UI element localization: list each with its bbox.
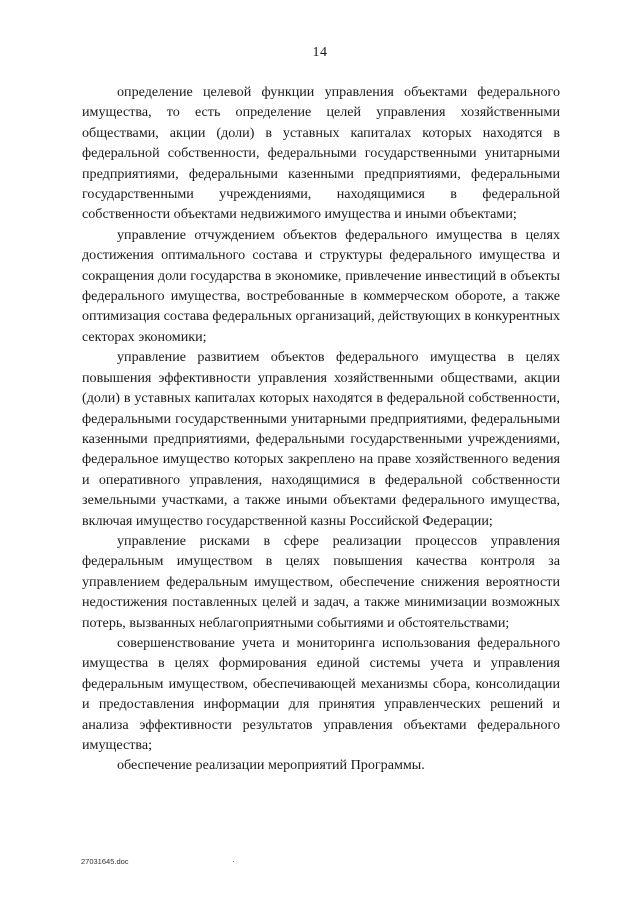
page-number: 14 bbox=[312, 45, 328, 60]
document-body bbox=[82, 82, 560, 776]
paragraph-alienation-management: управление отчуждением объектов федерального имущества в целях достижения оптимального состава и структуры федерального имущества и сокращения доли государства в экономике, привлечение инвестиций в объекты федерального имущества, востребованные в коммерческом обороте, а также оптимизация состава федеральных организаций, действующих в конкурентных секторах экономики; bbox=[82, 226, 560, 345]
paragraph-target-function: определение целевой функции управления объектами федерального имущества, то есть определение целей управления хозяйственными обществами, акции (доли) в уставных капиталах которых находятся в федеральной собственности, федеральными государственными унитарными предприятиями, федеральными казенными предприятиями, федеральными государственными учреждениями, находящимися в федеральной собственности объектами недвижимого имущества и иными объектами; bbox=[82, 84, 560, 223]
footer-file-code: 27031645.doc bbox=[81, 857, 129, 866]
paragraph-accounting-monitoring: совершенствование учета и мониторинга использования федерального имущества в целях формирования единой системы учета и управления федеральным имуществом, обеспечивающей механизмы сбора, консолидации и предоставления информации для принятия управленческих решений и анализа эффективности результатов управления объектами федерального имущества; bbox=[82, 634, 560, 753]
paragraph-development-management: управление развитием объектов федерального имущества в целях повышения эффективности управления хозяйственными обществами, акции (доли) в уставных капиталах которых находятся в федеральной собственности, федеральными государственными унитарными предприятиями, федеральными казенными предприятиями, федеральными государственными учреждениями, федеральное имущество которых закреплено на праве хозяйственного ведения и оперативного управления, находящимися в федеральной собственности земельными участками, а также иными объектами федерального имущества, включая имущество государственной казны Российской Федерации; bbox=[82, 349, 560, 529]
scan-speck bbox=[233, 861, 234, 862]
paragraph-risk-management: управление рисками в сфере реализации процессов управления федеральным имуществом в целях повышения качества контроля за управлением федеральным имуществом, обеспечение снижения вероятности недостижения поставленных целей и задач, а также минимизации возможных потерь, вызванных неблагоприятными событиями и обстоятельствами; bbox=[82, 532, 560, 631]
paragraph-program-implementation: обеспечение реализации мероприятий Программы. bbox=[117, 757, 425, 774]
